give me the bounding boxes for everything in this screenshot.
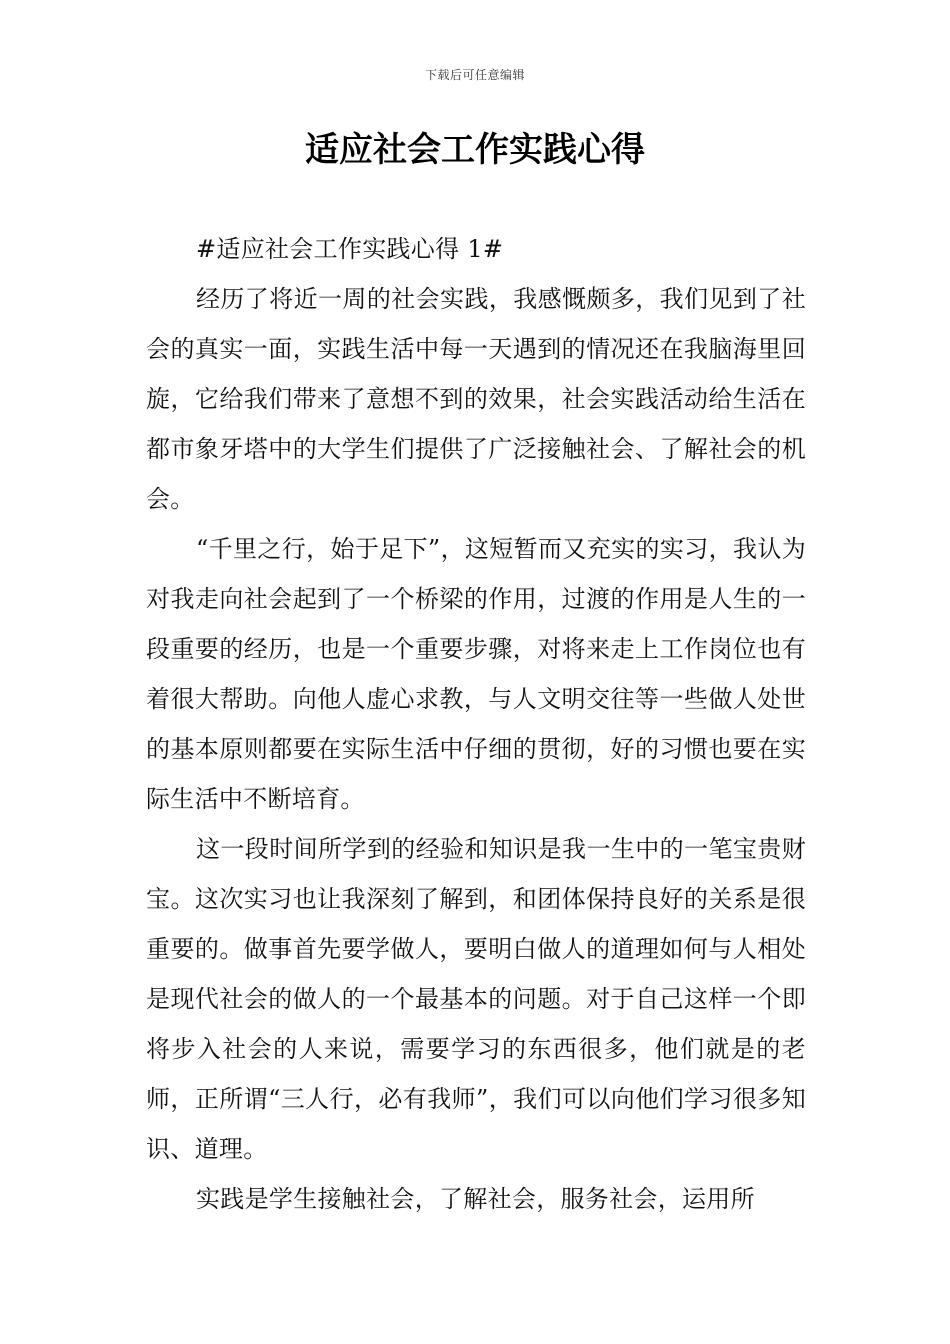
document-body [146, 224, 806, 1224]
paragraph: 经历了将近一周的社会实践，我感慨颇多，我们见到了社会的真实一面，实践生活中每一天遇到的情况还在我脑海里回旋，它给我们带来了意想不到的效果，社会实践活动给生活在都市象牙塔中的大学生们提供了广泛接触社会、了解社会的机会。 [146, 285, 806, 513]
paragraph: 这一段时间所学到的经验和知识是我一生中的一笔宝贵财宝。这次实习也让我深刻了解到，和团体保持良好的关系是很重要的。做事首先要学做人，要明白做人的道理如何与人相处是现代社会的做人的一个最基本的问题。对于自己这样一个即将步入社会的人来说，需要学习的东西很多，他们就是的老师，正所谓“三人行，必有我师”，我们可以向他们学习很多知识、道理。 [146, 835, 806, 1163]
section-heading: #适应社会工作实践心得 1# [196, 235, 504, 263]
paragraph: 实践是学生接触社会，了解社会，服务社会，运用所 [196, 1185, 755, 1213]
paragraph: “千里之行，始于足下”，这短暂而又充实的实习，我认为对我走向社会起到了一个桥梁的作用，过渡的作用是人生的一段重要的经历，也是一个重要步骤，对将来走上工作岗位也有着很大帮助。向他人虚心求教，与人文明交往等一些做人处世的基本原则都要在实际生活中仔细的贯彻，好的习惯也要在实际生活中不断培育。 [146, 535, 806, 813]
header-note: 下载后可任意编辑 [424, 68, 525, 82]
document-title: 适应社会工作实践心得 [305, 130, 645, 170]
